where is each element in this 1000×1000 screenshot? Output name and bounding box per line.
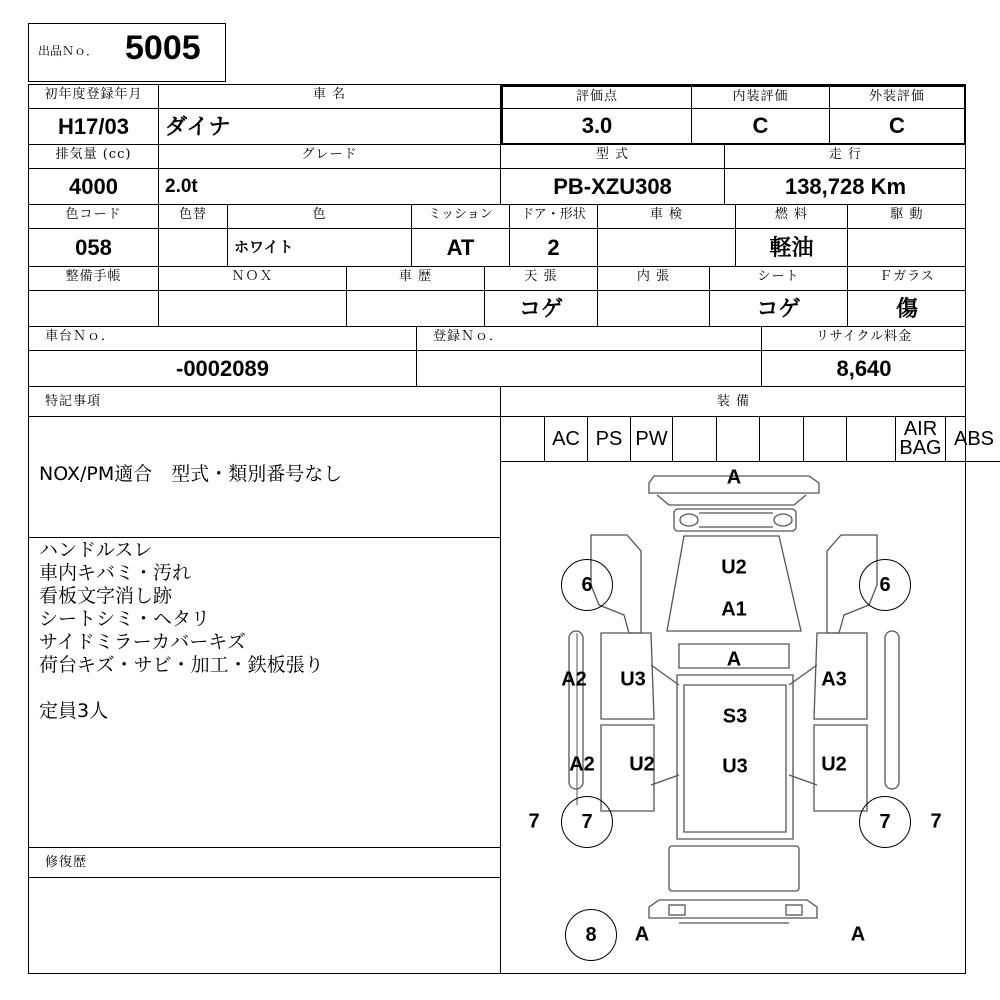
interior-value: C	[692, 109, 830, 145]
color-code-value: 058	[29, 229, 159, 267]
headliner-label: 天 張	[485, 267, 598, 291]
equipment-cell	[804, 417, 847, 462]
repair-history-label: 修復歴	[29, 848, 501, 878]
mark-left-door-lower-a: A2	[569, 753, 595, 776]
color-label: 色	[228, 205, 412, 229]
exterior-value: C	[830, 109, 966, 145]
equipment-cell: PS	[588, 417, 631, 462]
mission-value: AT	[412, 229, 510, 267]
service-book-label: 整備手帳	[29, 267, 159, 291]
note-item: 看板文字消し跡	[39, 585, 173, 607]
score-value: 3.0	[501, 109, 692, 145]
drive-label: 駆 動	[848, 205, 966, 229]
mark-front-bumper: A	[726, 466, 742, 489]
interior-trim-label: 内 張	[598, 267, 710, 291]
circle-front-right-tire: 6	[859, 559, 911, 611]
mark-right-door-lower: U2	[821, 753, 847, 776]
equipment-cell: PW	[631, 417, 673, 462]
equipment-cell	[673, 417, 717, 462]
fuel-label: 燃 料	[736, 205, 848, 229]
mark-left-door-lower-u: U2	[629, 753, 655, 776]
repaint-label: 色替	[159, 205, 228, 229]
equipment-cell	[501, 417, 545, 462]
notes-line1: NOX/PM適合 型式・類別番号なし	[39, 463, 343, 485]
reg-no-value	[417, 351, 762, 387]
mark-roof-mid: S3	[722, 705, 748, 728]
nox-label: ＮＯＸ	[159, 267, 347, 291]
mark-windshield: A1	[721, 598, 747, 621]
recycle-fee-value: 8,640	[762, 351, 966, 387]
reg-no-label: 登録Ｎｏ．	[417, 327, 762, 351]
circle-rear-left-tire: 7	[561, 796, 613, 848]
first-reg-label: 初年度登録年月	[29, 85, 159, 109]
repair-history-box	[29, 878, 501, 973]
nox-value	[159, 291, 347, 327]
mark-left-rear-outer: 7	[528, 810, 540, 833]
car-name-label: 車 名	[159, 85, 501, 109]
history-label: 車 歴	[347, 267, 485, 291]
circle-rear-right-tire: 7	[859, 796, 911, 848]
note-item: シートシミ・ヘタリ	[39, 608, 211, 630]
mission-label: ミッション	[412, 205, 510, 229]
notes-list	[39, 539, 324, 723]
lot-box	[28, 23, 226, 82]
inspection-sheet	[28, 84, 995, 974]
equipment-label: 装 備	[501, 387, 966, 417]
car-name-value: ダイナ	[159, 109, 501, 145]
grade-value: 2.0t	[159, 169, 501, 205]
mark-right-rear-outer: 7	[930, 810, 942, 833]
interior-label: 内装評価	[692, 85, 830, 109]
note-item: サイドミラーカバーキズ	[39, 631, 246, 653]
equipment-cell: AIR BAG	[896, 417, 946, 462]
exterior-label: 外装評価	[830, 85, 966, 109]
mark-roof-front: A	[726, 648, 742, 671]
history-value	[347, 291, 485, 327]
mileage-label: 走 行	[725, 145, 966, 169]
lot-label: 出品Ｎｏ．	[38, 44, 99, 58]
mark-left-door-upper-a: A2	[561, 668, 587, 691]
displacement-value: 4000	[29, 169, 159, 205]
doors-value: 2	[510, 229, 598, 267]
repaint-value	[159, 229, 228, 267]
f-glass-value: 傷	[848, 291, 966, 327]
mark-rear-right: A	[850, 923, 866, 946]
circle-front-left-tire: 6	[561, 559, 613, 611]
displacement-label: 排気量 (cc)	[29, 145, 159, 169]
equipment-cell	[847, 417, 896, 462]
model-label: 型 式	[501, 145, 725, 169]
lot-number: 5005	[125, 29, 201, 67]
mark-windshield-top: U2	[721, 556, 747, 579]
seat-value: コゲ	[710, 291, 848, 327]
equipment-cell	[717, 417, 760, 462]
note-item: 車内キバミ・汚れ	[39, 562, 192, 584]
chassis-no-value: -0002089	[29, 351, 417, 387]
f-glass-label: Ｆガラス	[848, 267, 966, 291]
mark-rear-left: A	[634, 923, 650, 946]
recycle-fee-label: リサイクル料金	[762, 327, 966, 351]
interior-trim-value	[598, 291, 710, 327]
note-capacity: 定員3人	[39, 700, 109, 722]
equipment-cell	[760, 417, 804, 462]
doors-label: ドア・形状	[510, 205, 598, 229]
mark-roof-rear: U3	[722, 755, 748, 778]
equipment-cell: ABS	[946, 417, 1000, 462]
headliner-value: コゲ	[485, 291, 598, 327]
color-code-label: 色コード	[29, 205, 159, 229]
chassis-no-label: 車台Ｎｏ．	[29, 327, 417, 351]
mark-left-door-upper-u: U3	[620, 668, 646, 691]
grade-label: グレード	[159, 145, 501, 169]
inspection-label: 車 検	[598, 205, 736, 229]
mileage-value: 138,728 Km	[725, 169, 966, 205]
special-notes-label: 特記事項	[29, 387, 501, 417]
service-book-value	[29, 291, 159, 327]
note-item: 荷台キズ・サビ・加工・鉄板張り	[39, 654, 324, 676]
inspection-value	[598, 229, 736, 267]
mark-right-door-upper: A3	[821, 668, 847, 691]
circle-spare-tire: 8	[565, 909, 617, 961]
fuel-value: 軽油	[736, 229, 848, 267]
first-reg-value: H17/03	[29, 109, 159, 145]
drive-value	[848, 229, 966, 267]
equipment-cell: AC	[545, 417, 588, 462]
score-label: 評価点	[501, 85, 692, 109]
seat-label: シート	[710, 267, 848, 291]
note-item: ハンドルスレ	[39, 539, 153, 561]
color-value: ホワイト	[228, 229, 412, 267]
model-value: PB-XZU308	[501, 169, 725, 205]
